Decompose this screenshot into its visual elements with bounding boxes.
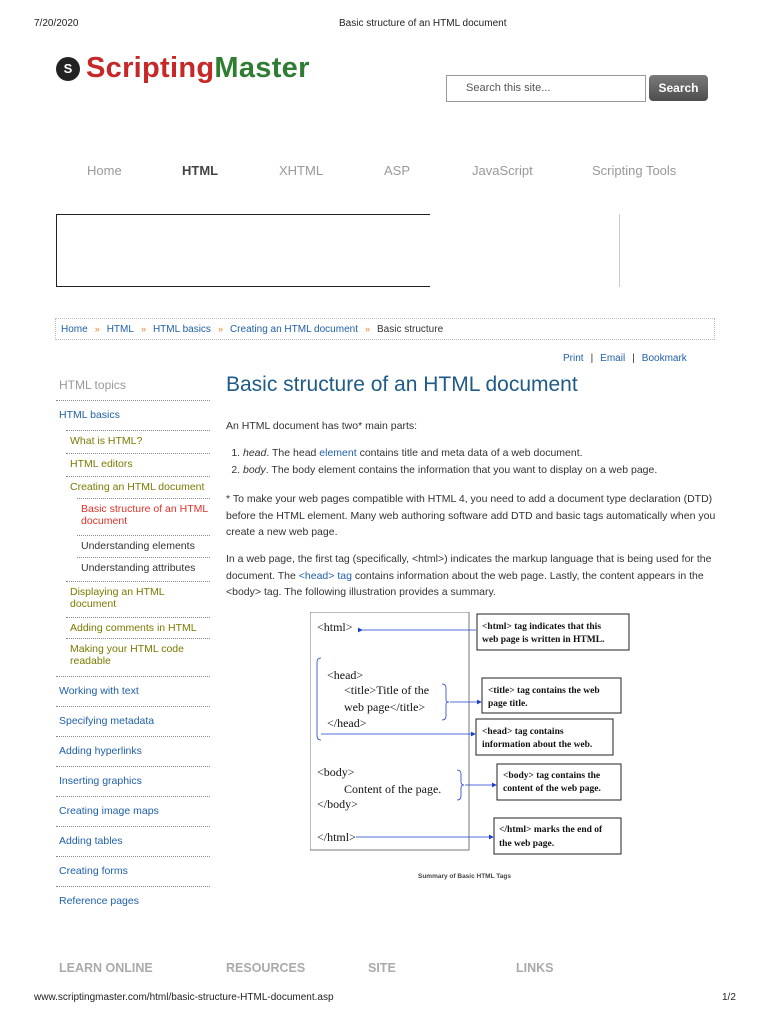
term-body: body	[243, 463, 266, 476]
sidebar-item-making-readable[interactable]: Making your HTML code readable	[66, 638, 210, 676]
sidebar-item-displaying-doc[interactable]: Displaying an HTML document	[66, 581, 210, 617]
print-page-number: 1/2	[722, 992, 736, 1003]
sidebar-item-inserting-graphics[interactable]: Inserting graphics	[56, 766, 210, 796]
list-item	[243, 445, 716, 462]
diagram-caption: Summary of Basic HTML Tags	[418, 873, 511, 880]
breadcrumb-separator: »	[94, 324, 100, 334]
paragraph-text: In a web page, the first tag (specifically, <html>) indicates the markup language that is being used for the document. The	[226, 553, 712, 582]
breadcrumb-separator: »	[140, 324, 146, 334]
sidebar-item-specifying-metadata[interactable]: Specifying metadata	[56, 706, 210, 736]
nav-scripting-tools[interactable]: Scripting Tools	[592, 163, 677, 178]
list-text: contains title and meta data of a web document.	[356, 447, 583, 459]
nav-home[interactable]: Home	[87, 163, 122, 178]
page-tools	[563, 353, 687, 364]
print-title: Basic structure of an HTML document	[339, 18, 507, 29]
nav-javascript[interactable]: JavaScript	[472, 163, 533, 178]
sidebar-item-adding-tables[interactable]: Adding tables	[56, 826, 210, 856]
search-input[interactable]: Search this site...	[446, 75, 646, 102]
note-head-line2: information about the web.	[482, 740, 593, 750]
note-head-line1: <head> tag contains	[482, 727, 564, 737]
ad-divider	[619, 214, 620, 287]
note-body	[497, 764, 621, 800]
sidebar-item-adding-hyperlinks[interactable]: Adding hyperlinks	[56, 736, 210, 766]
sidebar-item-understanding-attributes[interactable]: Understanding attributes	[77, 557, 210, 581]
code-head-close: </head>	[327, 716, 367, 730]
head-tag-link[interactable]: <head> tag	[298, 569, 352, 582]
sidebar-item-creating-forms[interactable]: Creating forms	[56, 856, 210, 886]
note-title-line2: page title.	[488, 699, 528, 709]
breadcrumb-current: Basic structure	[377, 324, 444, 335]
element-link[interactable]: element	[319, 447, 357, 459]
footer-resources: RESOURCES	[226, 961, 306, 975]
list-text: . The body element contains the information that you want to display on a web page.	[265, 463, 658, 476]
list-item	[243, 462, 716, 479]
title-brace	[442, 684, 449, 720]
footer-links: LINKS	[516, 961, 554, 975]
sidebar-item-html-editors[interactable]: HTML editors	[66, 453, 210, 476]
note-html	[477, 614, 629, 650]
note-html-close-line1: </html> marks the end of	[499, 825, 603, 835]
logo-text-part2: Master	[214, 52, 310, 84]
head-bracket	[317, 658, 321, 740]
footer-site: SITE	[368, 961, 396, 975]
sidebar-title: HTML topics	[59, 378, 126, 392]
print-url: www.scriptingmaster.com/html/basic-structure-HTML-document.asp	[34, 992, 334, 1003]
print-date: 7/20/2020	[34, 18, 79, 29]
logo-icon: S	[56, 57, 80, 81]
page-title: Basic structure of an HTML document	[226, 373, 578, 396]
paragraph-text: contains information about the web page. Lastly, the content appears in the <body> tag. The following illustration provides a summary.	[226, 569, 704, 598]
print-link[interactable]: Print	[563, 353, 584, 364]
breadcrumb-home[interactable]: Home	[61, 324, 88, 335]
sidebar-item-adding-comments[interactable]: Adding comments in HTML	[66, 617, 210, 638]
ad-frame	[56, 214, 430, 287]
nav-html[interactable]: HTML	[182, 163, 219, 178]
code-body-open: <body>	[317, 765, 355, 779]
sidebar-item-what-is-html[interactable]: What is HTML?	[66, 430, 210, 453]
sidebar-item-working-with-text[interactable]: Working with text	[56, 676, 210, 706]
note-html-close-line2: the web page.	[499, 839, 555, 849]
email-link[interactable]: Email	[600, 353, 626, 364]
sidebar-subsubmenu	[66, 498, 210, 581]
note-head	[476, 719, 613, 755]
body-brace	[457, 770, 464, 800]
note-html-line2: web page is written in HTML.	[482, 635, 605, 645]
search-button[interactable]: Search	[649, 75, 708, 101]
sidebar-item-creating-doc[interactable]: Creating an HTML document	[66, 476, 210, 498]
sidebar	[56, 372, 210, 916]
site-logo[interactable]	[56, 52, 310, 85]
note-html-close	[494, 818, 621, 854]
bookmark-link[interactable]: Bookmark	[641, 353, 687, 364]
sidebar-item-reference-pages[interactable]: Reference pages	[56, 886, 210, 916]
sidebar-item-creating-image-maps[interactable]: Creating image maps	[56, 796, 210, 826]
breadcrumb-html-basics[interactable]: HTML basics	[152, 324, 211, 335]
summary-paragraph	[226, 551, 716, 601]
sidebar-submenu	[56, 430, 210, 676]
breadcrumb-separator: »	[217, 324, 223, 334]
breadcrumb-html[interactable]: HTML	[106, 324, 134, 335]
code-html-open: <html>	[317, 620, 353, 634]
logo-text-part1: Scripting	[86, 52, 215, 84]
html-structure-diagram	[310, 612, 630, 857]
code-body-content: Content of the page.	[344, 782, 442, 796]
tools-divider: |	[590, 353, 594, 364]
logo-text	[86, 52, 310, 85]
parts-list	[226, 445, 716, 478]
note-body-line1: <body> tag contains the	[503, 771, 601, 781]
sidebar-item-understanding-elements[interactable]: Understanding elements	[77, 535, 210, 557]
breadcrumb-separator: »	[364, 324, 370, 334]
nav-asp[interactable]: ASP	[384, 163, 411, 178]
note-title	[482, 678, 621, 713]
list-text: . The head	[266, 447, 320, 459]
breadcrumb-creating-doc[interactable]: Creating an HTML document	[229, 324, 358, 335]
sidebar-item-html-basics[interactable]: HTML basics	[56, 400, 210, 430]
article-intro: An HTML document has two* main parts:	[226, 420, 418, 432]
tools-divider: |	[632, 353, 635, 364]
footer-learn-online: LEARN ONLINE	[59, 961, 153, 975]
code-title-line2: web page</title>	[344, 700, 426, 714]
code-head-open: <head>	[327, 668, 364, 682]
code-title-line1: <title>Title of the	[344, 683, 430, 697]
term-head: head	[243, 447, 267, 459]
nav-xhtml[interactable]: XHTML	[279, 163, 324, 178]
sidebar-item-basic-structure[interactable]: Basic structure of an HTML document	[77, 498, 210, 535]
code-frame	[310, 612, 469, 850]
dtd-note: * To make your web pages compatible with HTML 4, you need to add a document type declaration (DTD) before the HTML element. Many web authoring software add DTD and basic tags automatically when you create a new web page.	[226, 493, 716, 538]
breadcrumb	[55, 318, 715, 340]
code-body-close: </body>	[317, 797, 358, 811]
note-body-line2: content of the web page.	[503, 784, 601, 794]
note-html-line1: <html> tag indicates that this	[482, 622, 602, 632]
code-html-close: </html>	[317, 830, 356, 844]
note-title-line1: <title> tag contains the web	[488, 686, 600, 696]
